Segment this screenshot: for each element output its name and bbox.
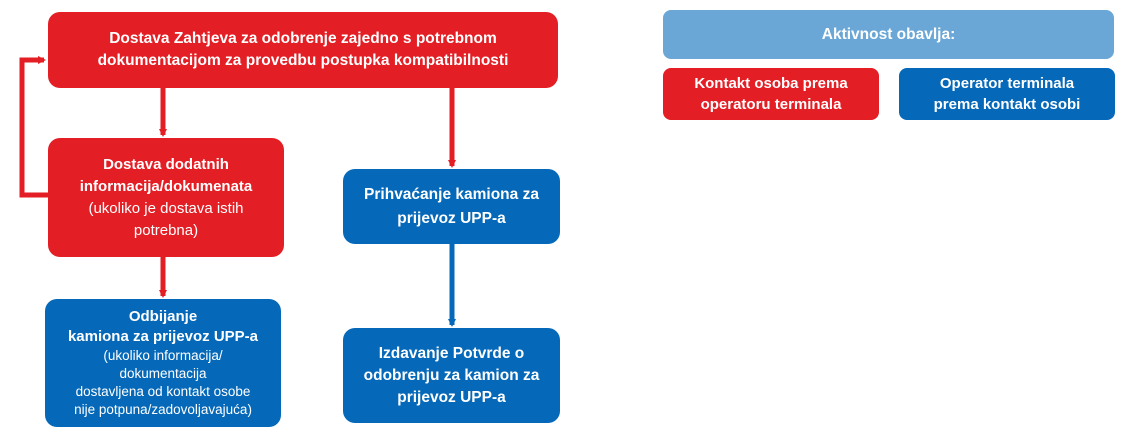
legend-terminal-operator [899,68,1115,120]
node-text-line: nije potpuna/zadovoljavajuća) [74,402,252,417]
node-text-line: Dostava dodatnih [103,155,229,173]
node-submit-request [48,12,558,88]
legend-title-text: Aktivnost obavlja: [821,25,956,43]
node-accept-truck [343,169,560,244]
legend-contact-person [663,68,879,120]
node-text-line: odobrenju za kamion za [363,366,540,384]
node-text-line: dokumentacijom za provedbu postupka kompatibilnosti [97,52,509,69]
legend-text-line: Kontakt osoba prema [694,75,848,92]
node-text-line: potrebna) [133,221,199,239]
node-text-line: prijevoz UPP-a [397,388,506,406]
node-text-line: prijevoz UPP-a [397,209,506,227]
node-text-line: kamiona za prijevoz UPP-a [67,328,259,345]
node-text-line: Izdavanje Potvrde o [378,344,525,362]
node-text-line: Odbijanje [128,308,198,325]
node-text-line: Dostava Zahtjeva za odobrenje zajedno s potrebnom [109,30,497,47]
node-reject-truck [45,299,281,427]
legend-text-line: Operator terminala [939,75,1075,92]
arrow-additional-loopback [22,60,48,195]
node-text-line: informacija/dokumenata [79,177,253,195]
legend-title [663,10,1114,59]
node-text-line: Prihvaćanje kamiona za [364,185,539,203]
node-text-line: dostavljena od kontakt osobe [75,384,251,399]
legend-text-line: operatoru terminala [700,96,842,113]
node-additional-info [48,138,284,257]
legend-text-line: prema kontakt osobi [933,96,1081,113]
node-text-line: dokumentacija [119,366,207,381]
node-issue-confirmation [343,328,560,423]
node-text-line: (ukoliko informacija/ [103,348,223,363]
node-text-line: (ukoliko je dostava istih [88,199,244,217]
